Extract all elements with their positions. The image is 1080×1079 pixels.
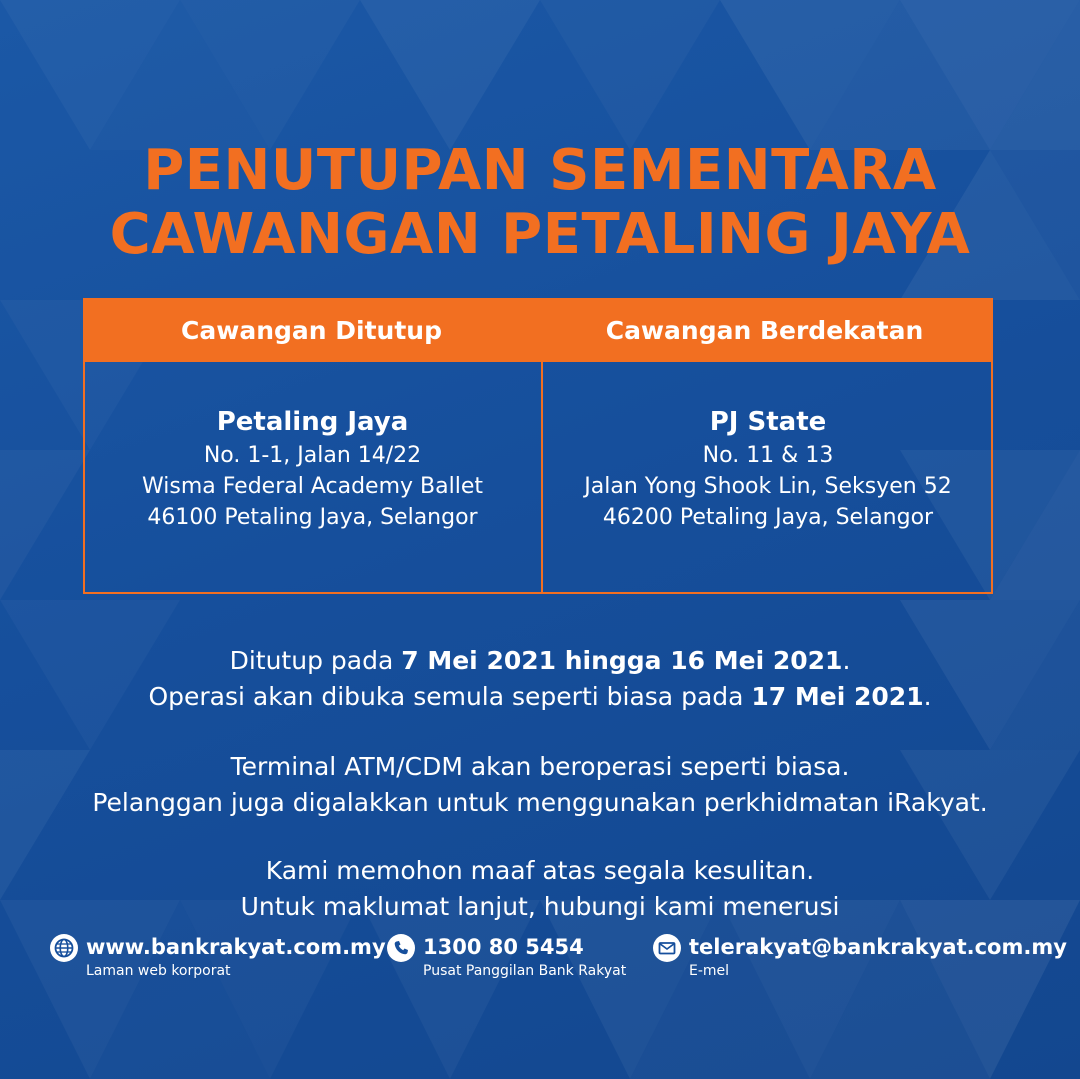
mail-icon: [653, 934, 681, 962]
contact-intro-line: Untuk maklumat lanjut, hubungi kami menerusi: [240, 892, 840, 921]
phone-label: Pusat Panggilan Bank Rakyat: [423, 963, 627, 979]
closure-dates-line: Ditutup pada 7 Mei 2021 hingga 16 Mei 2021.: [229, 646, 851, 675]
nearby-branch-address-line: No. 11 & 13: [702, 443, 834, 468]
closure-dates: 7 Mei 2021 hingga 16 Mei 2021: [401, 646, 843, 675]
closed-branch-address-line: No. 1-1, Jalan 14/22: [203, 443, 422, 468]
apology-line: Kami memohon maaf atas segala kesulitan.: [265, 856, 815, 885]
closure-dates-paragraph: [0, 643, 1080, 715]
nearby-branch-cell: [543, 404, 993, 533]
website-link[interactable]: www.bankrakyat.com.my: [86, 935, 386, 959]
header-nearby-branch: Cawangan Berdekatan: [605, 316, 924, 345]
closed-branch-cell: [85, 404, 540, 533]
irakyat-line: Pelanggan juga digalakkan untuk menggunakan perkhidmatan iRakyat.: [92, 788, 988, 817]
atm-line: Terminal ATM/CDM akan beroperasi seperti biasa.: [230, 752, 850, 781]
closed-branch-name: Petaling Jaya: [216, 407, 409, 437]
atm-paragraph: [0, 749, 1080, 821]
nearby-branch-address-line: 46200 Petaling Jaya, Selangor: [602, 505, 934, 530]
closed-branch-address-line: Wisma Federal Academy Ballet: [141, 474, 483, 499]
email-address[interactable]: telerakyat@bankrakyat.com.my: [689, 935, 1067, 959]
website-label: Laman web korporat: [86, 963, 231, 979]
title-line-2: CAWANGAN PETALING JAYA: [109, 202, 971, 267]
title-line-1: PENUTUPAN SEMENTARA: [143, 138, 937, 203]
phone-number[interactable]: 1300 80 5454: [423, 935, 584, 959]
table-header-row: [85, 300, 991, 362]
apology-paragraph: [0, 853, 1080, 925]
reopen-line: Operasi akan dibuka semula seperti biasa pada 17 Mei 2021.: [148, 682, 932, 711]
globe-icon: [50, 934, 78, 962]
header-closed-branch: Cawangan Ditutup: [181, 316, 442, 345]
closed-branch-address-line: 46100 Petaling Jaya, Selangor: [147, 505, 478, 530]
email-label: E-mel: [689, 963, 730, 979]
reopen-date: 17 Mei 2021: [751, 682, 924, 711]
nearby-branch-address-line: Jalan Yong Shook Lin, Seksyen 52: [584, 474, 952, 499]
phone-icon: [387, 934, 415, 962]
nearby-branch-name: PJ State: [709, 407, 827, 437]
branch-table: [83, 298, 993, 594]
